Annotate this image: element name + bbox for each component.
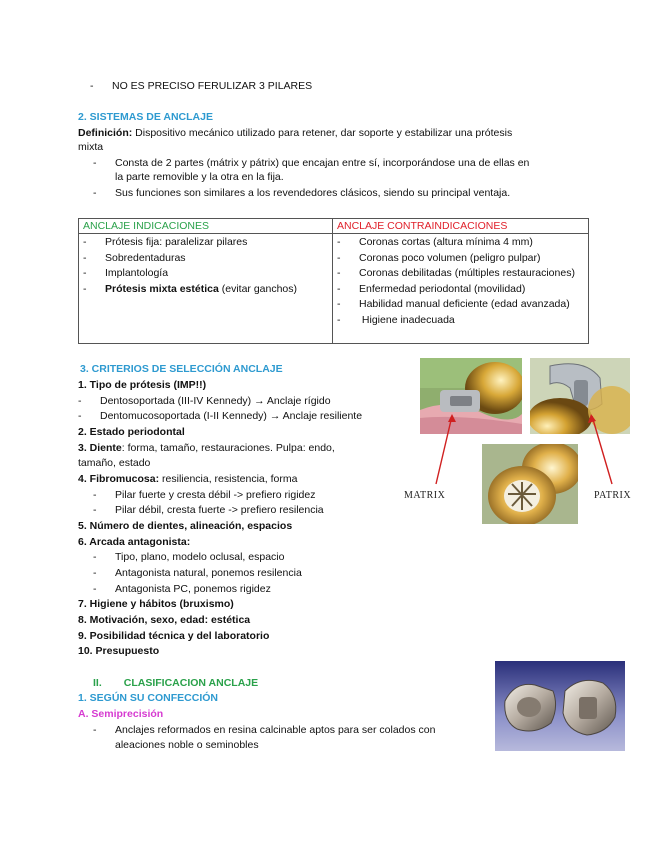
- definition: Definición: Dispositivo mecánico utilizado para retener, dar soporte y estabilizar una prótesis: [78, 127, 513, 139]
- criterion-3: 3. Diente: forma, tamaño, restauraciones. Pulpa: endo,: [78, 442, 335, 454]
- section2-bullet-1: - Consta de 2 partes (mátrix y pátrix) que encajan entre sí, incorporándose una de ellas en: [93, 157, 530, 169]
- contraindication-item: - Coronas poco volumen (peligro pulpar): [337, 251, 541, 264]
- criterion-6: 6. Arcada antagonista:: [78, 536, 191, 548]
- sectionII-bullet-1: - Anclajes reformados en resina calcinable aptos para ser colados con: [93, 724, 436, 736]
- table-header-contraindications: ANCLAJE CONTRAINDICACIONES: [333, 219, 589, 234]
- section2-bullet-2: - Sus funciones son similares a los revendedores clásicos, siendo su principal ventaja.: [93, 187, 511, 199]
- matrix-leader-line: [436, 416, 452, 484]
- criterion-10: 10. Presupuesto: [78, 645, 160, 657]
- matrix-patrix-figure: [402, 356, 642, 524]
- criterion-9: 9. Posibilidad técnica y del laboratorio: [78, 630, 270, 642]
- criterion-4: 4. Fibromucosa: resiliencia, resistencia, forma: [78, 473, 298, 485]
- criterion-4b: - Pilar débil, cresta fuerte -> prefiero resilencia: [93, 504, 324, 516]
- sectionII-title: II. CLASIFICACION ANCLAJE: [93, 677, 259, 689]
- criterion-1: 1. Tipo de prótesis (IMP!!): [78, 379, 207, 391]
- criterion-3-cont: tamaño, estado: [78, 457, 151, 469]
- patrix-arrowhead: [588, 414, 596, 423]
- semiprecision-photo-image: [495, 661, 625, 751]
- contraindication-item: - Higiene inadecuada: [337, 313, 455, 326]
- sectionII-sub1: 1. SEGÚN SU CONFECCIÓN: [78, 692, 219, 704]
- patrix-label: PATRIX: [594, 490, 632, 501]
- contraindication-item: - Coronas cortas (altura mínima 4 mm): [337, 236, 533, 248]
- criterion-1b: - Dentomucosoportada (I-II Kennedy) → Anclaje resiliente: [78, 410, 363, 422]
- semiprecision-photo: [495, 661, 625, 751]
- indications-cell: [79, 234, 333, 344]
- sectionII-bullet-1-cont: aleaciones noble o seminobles: [115, 739, 259, 751]
- indication-item: - Prótesis fija: paralelizar pilares: [83, 236, 248, 248]
- contraindications-cell: [333, 234, 589, 344]
- criterion-8: 8. Motivación, sexo, edad: estética: [78, 614, 251, 626]
- anchorage-table: [78, 218, 589, 344]
- criterion-7: 7. Higiene y hábitos (bruxismo): [78, 598, 234, 610]
- contraindication-item: - Habilidad manual deficiente (edad avanzada): [337, 298, 570, 311]
- criterion-6b: - Antagonista natural, ponemos resilencia: [93, 567, 302, 579]
- criterion-6a: - Tipo, plano, modelo oclusal, espacio: [93, 551, 285, 563]
- section3-title: 3. CRITERIOS DE SELECCIÓN ANCLAJE: [80, 363, 283, 375]
- sectionII-subA: A. Semiprecisión: [78, 708, 164, 720]
- section2-bullet-1-cont: la parte removible y la otra en la fija.: [115, 171, 284, 183]
- criterion-5: 5. Número de dientes, alineación, espacios: [78, 520, 293, 532]
- contraindication-item: - Enfermedad periodontal (movilidad): [337, 282, 526, 295]
- definition-cont: mixta: [78, 141, 104, 153]
- table-header-indications: ANCLAJE INDICACIONES: [79, 219, 333, 234]
- matrix-label: MATRIX: [404, 490, 446, 501]
- intro-bullet: - NO ES PRECISO FERULIZAR 3 PILARES: [90, 80, 313, 92]
- criterion-4a: - Pilar fuerte y cresta débil -> prefiero rigidez: [93, 489, 316, 501]
- contraindication-item: - Coronas debilitadas (múltiples restauraciones): [337, 267, 575, 280]
- criterion-1a: - Dentosoportada (III-IV Kennedy) → Anclaje rígido: [78, 395, 331, 407]
- criterion-6c: - Antagonista PC, ponemos rigidez: [93, 583, 271, 595]
- indication-item: - Prótesis mixta estética (evitar ganchos): [83, 282, 298, 295]
- indication-item: - Implantología: [83, 267, 169, 280]
- matrix-arrowhead: [448, 414, 456, 422]
- patrix-leader-line: [592, 416, 612, 484]
- indication-item: - Sobredentaduras: [83, 251, 186, 264]
- section2-title: 2. SISTEMAS DE ANCLAJE: [78, 111, 213, 123]
- criterion-2: 2. Estado periodontal: [78, 426, 185, 438]
